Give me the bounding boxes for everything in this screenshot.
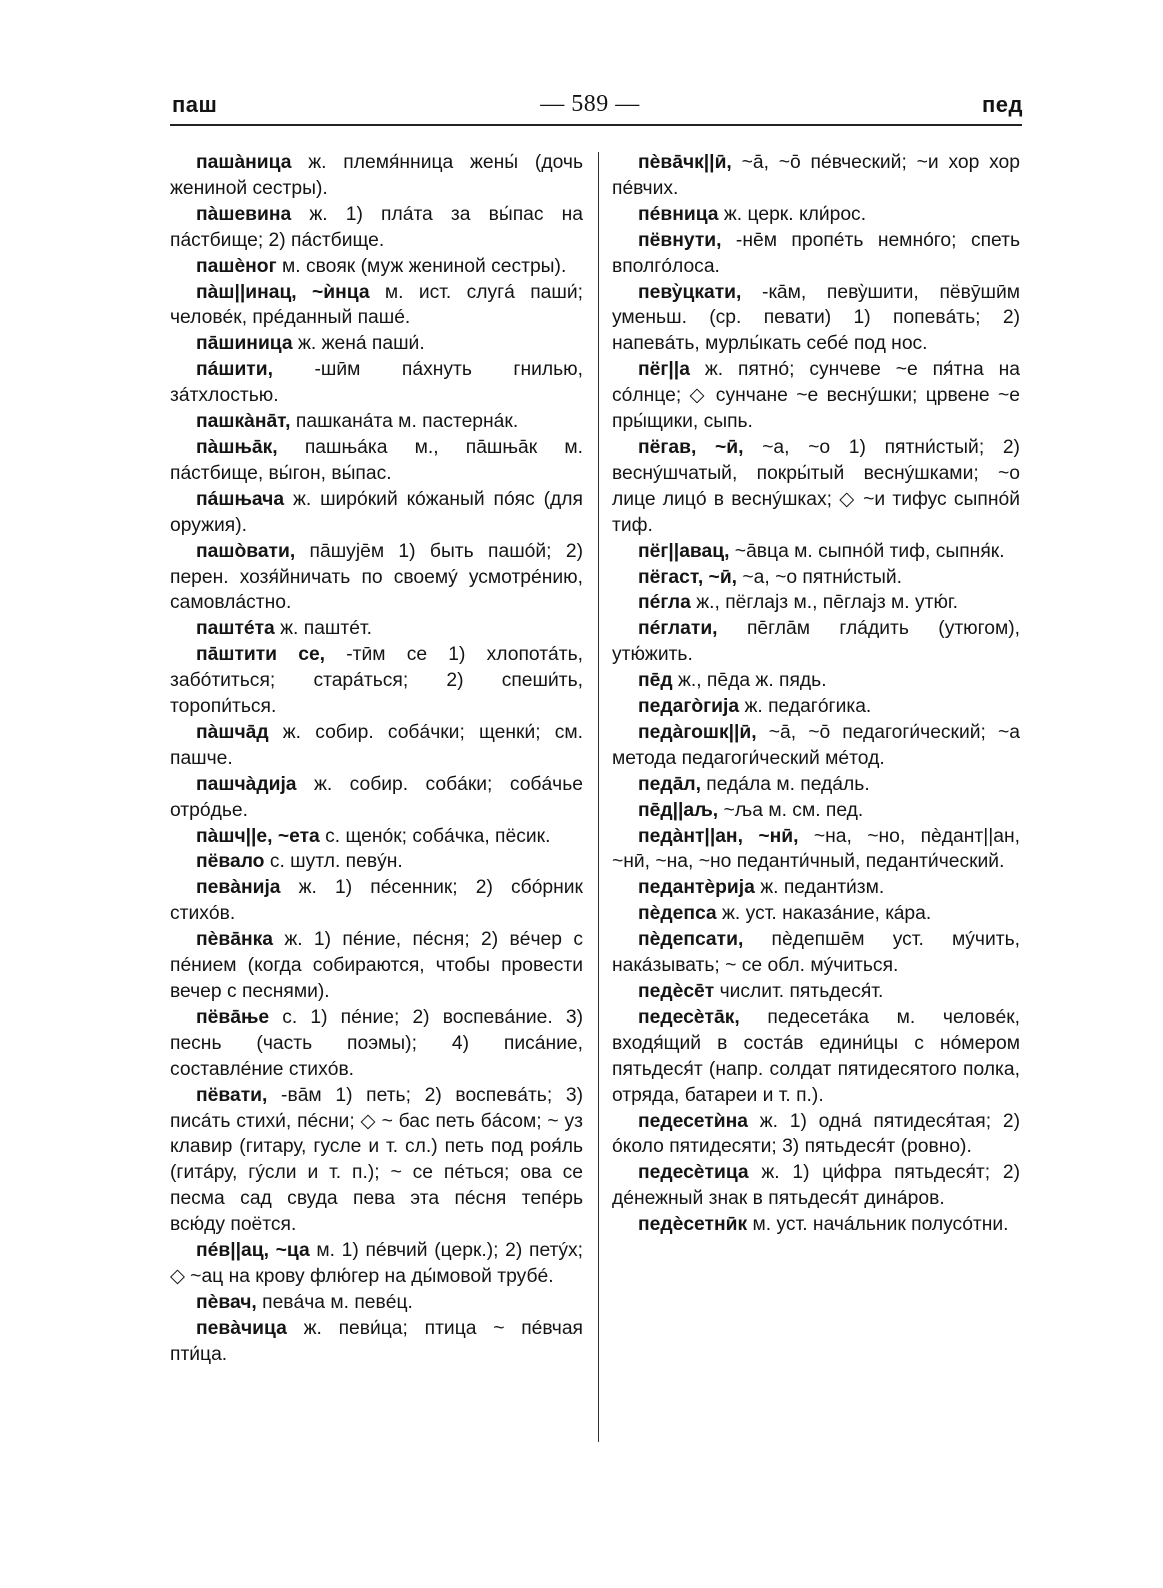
- entry-headword: пàшч||е, ~ета: [196, 825, 320, 847]
- dictionary-entry: [612, 435, 1020, 539]
- dictionary-entry: [612, 694, 1020, 720]
- entry-definition: ~ља м. см. пед.: [718, 799, 864, 821]
- entry-headword: пёвати,: [196, 1084, 268, 1106]
- entry-definition: пēглāм глáдить (утюгом), утю́жить.: [612, 618, 1020, 666]
- entry-definition: ~ā, ~ō пéвческий; ~и хор хор пéвчих.: [612, 152, 1020, 199]
- entry-definition: ~а, ~о пятни́стый.: [737, 566, 903, 588]
- dictionary-entry: [612, 927, 1020, 979]
- entry-definition: ж. педагóгика.: [739, 696, 872, 718]
- dictionary-entry: [170, 1005, 583, 1083]
- dictionary-entry: [612, 202, 1020, 228]
- left-column: [170, 150, 583, 1368]
- dictionary-entry: [612, 772, 1020, 798]
- dictionary-entry: [612, 590, 1020, 616]
- dictionary-entry: [170, 202, 583, 254]
- entry-headword: пашòвати,: [196, 540, 296, 562]
- entry-headword: пёгав, ~ӣ,: [638, 436, 744, 458]
- dictionary-entry: [612, 979, 1020, 1005]
- dictionary-entry: [170, 1083, 583, 1238]
- dictionary-entry: [170, 280, 583, 332]
- dictionary-entry: [170, 357, 583, 409]
- dictionary-entry: [612, 228, 1020, 280]
- entry-headword: педесèтāк,: [638, 1006, 740, 1028]
- entry-definition: педесетáка м. человéк, входя́щий в состáв едини́цы с нóмером пятьдеся́т (напр. солдат пятидесятого полка, отряда, батареи и т. п.).: [612, 1006, 1020, 1106]
- entry-definition: -тӣм се 1) хлопотáть, забóтиться; старáться; 2) спеши́ть, торопи́ться.: [170, 644, 583, 718]
- dictionary-entry: [170, 150, 583, 202]
- entry-headword: певàнија: [196, 877, 281, 899]
- entry-headword: пашèног: [196, 255, 277, 277]
- dictionary-entry: [170, 927, 583, 1005]
- page-number: — 589 —: [540, 91, 640, 117]
- entry-definition: ж. паштéт.: [274, 618, 372, 640]
- entry-definition: пèдепшēм уст. мýчить, накáзывать; ~ се обл. мýчиться.: [612, 929, 1020, 977]
- header-rule: [170, 124, 1022, 126]
- entry-definition: ж. певи́ца; птица ~ пéвчая пти́ца.: [170, 1317, 583, 1365]
- running-head-right: пед: [982, 92, 1023, 117]
- entry-definition: педáла м. педáль.: [700, 773, 870, 795]
- dictionary-entry: [170, 849, 583, 875]
- entry-headword: педèсетнӣк: [638, 1214, 748, 1236]
- entry-headword: пèдепса: [638, 903, 717, 925]
- entry-headword: пēд||аљ,: [638, 799, 719, 821]
- entry-headword: пéгла: [638, 592, 691, 614]
- entry-definition: ж. собир. собáки; собáчье отрóдье.: [170, 773, 583, 821]
- entry-headword: пёг||авац,: [638, 540, 730, 562]
- dictionary-entry: [612, 280, 1020, 358]
- dictionary-entry: [170, 824, 583, 850]
- dictionary-entry: [170, 616, 583, 642]
- entry-headword: педàнт||ан, ~нӣ,: [638, 825, 799, 847]
- entry-definition: ~а, ~о 1) пятни́стый; 2) веснýшчатый, покры́тый веснýшками; ~о лице лицó в веснýшках; ◇ ~и тифус сыпнóй тиф.: [612, 436, 1020, 536]
- entry-definition: м. 1) пéвчий (церк.); 2) петýх; ◇ ~ац на крову флю́гер на ды́мовой трубé.: [170, 1240, 583, 1287]
- right-column: [612, 150, 1020, 1238]
- dictionary-entry: [170, 539, 583, 617]
- entry-definition: ж. церк. кли́рос.: [718, 203, 867, 225]
- entry-definition: пāшујēм 1) быть пашóй; 2) перен. хозя́йничать по своемý усмотрéнию, самовлáстно.: [170, 540, 583, 614]
- entry-headword: педагòгија: [638, 696, 740, 718]
- entry-headword: пàшевина: [196, 203, 292, 225]
- dictionary-entry: [170, 487, 583, 539]
- entry-headword: пèвач,: [196, 1291, 257, 1313]
- entry-definition: ж. пятнó; сунчеве ~е пя́тна на сóлнце; ◇ сунчане ~е веснýшки; црвене ~е пры́щики, сыпь.: [612, 359, 1020, 433]
- entry-definition: ж. женá паши́.: [292, 333, 425, 355]
- dictionary-entry: [170, 1316, 583, 1368]
- entry-headword: пèдепсати,: [638, 929, 744, 951]
- dictionary-entry: [170, 435, 583, 487]
- dictionary-entry: [612, 798, 1020, 824]
- dictionary-entry: [612, 1212, 1020, 1238]
- entry-headword: пàш||инац, ~ѝнца: [196, 281, 370, 303]
- entry-headword: пёвāње: [196, 1006, 270, 1028]
- entry-definition: ж. 1) однá пятидеся́тая; 2) óколо пятидесяти; 3) пятьдеся́т (ровно).: [612, 1110, 1020, 1158]
- entry-headword: пāштити се,: [196, 644, 326, 666]
- entry-headword: пēд: [638, 670, 673, 692]
- dictionary-entry: [170, 254, 583, 280]
- dictionary-entry: [170, 642, 583, 720]
- entry-definition: -вāм 1) петь; 2) воспевáть; 3) писáть стихи́, пéсни; ◇ ~ бас петь бáсом; ~ уз клавир (гитару, гусле и т. сл.) петь под роя́ль (гитáру, гýсли и т. п.); ~ се пéться; ова се песма сад свуда пева эта пéсня тепéрь всю́ду поётся.: [170, 1084, 583, 1236]
- dictionary-entry: [612, 1160, 1020, 1212]
- dictionary-entry: [612, 824, 1020, 876]
- entry-headword: паштéта: [196, 618, 275, 640]
- entry-headword: певу̀цкати,: [638, 281, 742, 303]
- entry-headword: пашчàдија: [196, 773, 297, 795]
- entry-definition: пашњáка м., пāшњāк м. пáстбище, вы́гон, вы́пас.: [170, 436, 583, 484]
- entry-headword: пèвāнка: [196, 929, 273, 951]
- dictionary-entry: [612, 875, 1020, 901]
- dictionary-entry: [612, 616, 1020, 668]
- entry-definition: ж. племя́нница жены́ (дочь жениной сестры).: [170, 152, 583, 199]
- entry-definition: ж. педанти́зм.: [754, 877, 885, 899]
- dictionary-entry: [170, 1238, 583, 1290]
- dictionary-entry: [612, 720, 1020, 772]
- entry-definition: ж., пēда ж. пядь.: [672, 670, 827, 692]
- entry-definition: с. шутл. певýн.: [264, 851, 403, 873]
- entry-definition: -нēм пропéть немнóго; спеть вполгóлоса.: [612, 229, 1020, 277]
- dictionary-entry: [612, 539, 1020, 565]
- entry-definition: ж. собир. собáчки; щенки́; см. пашче.: [170, 721, 583, 769]
- entry-headword: пéглати,: [638, 618, 718, 640]
- entry-headword: педèсēт: [638, 981, 715, 1002]
- entry-headword: пàшчāд: [196, 721, 269, 743]
- entry-definition: м. уст. начáльник полусóтни.: [747, 1214, 1009, 1236]
- entry-definition: м. ист. слугá паши́; человéк, прéданный пашé.: [170, 281, 583, 329]
- entry-definition: ж. 1) пéние, пéсня; 2) вéчер с пéнием (когда собираются, чтобы провести вечер с песнями).: [170, 929, 583, 1002]
- dictionary-entry: [170, 875, 583, 927]
- dictionary-entry: [612, 1109, 1020, 1161]
- entry-definition: -кāм, певу̀шити, пёвӯшӣм уменьш. (ср. певати) 1) попевáть; 2) напевáть, мурлы́кать себé под нос.: [612, 281, 1020, 355]
- entry-definition: ж. 1) ци́фра пятьдеся́т; 2) дéнежный знак в пятьдеся́т динáров.: [612, 1162, 1020, 1210]
- entry-headword: пáшити,: [196, 359, 273, 381]
- entry-definition: ж. 1) плáта за вы́пас на пáстбище; 2) пáстбище.: [170, 203, 583, 251]
- entry-definition: ~на, ~но, пèдант||ан, ~нӣ, ~на, ~но педанти́чный, педанти́ческий.: [612, 825, 1020, 873]
- entry-definition: числит. пятьдеся́т.: [714, 981, 884, 1002]
- entry-headword: пáшњача: [196, 488, 285, 510]
- dictionary-entry: [612, 357, 1020, 435]
- entry-definition: ~āвца м. сыпнóй тиф, сыпня́к.: [729, 540, 1005, 562]
- entry-headword: пёг||а: [638, 359, 690, 381]
- entry-headword: пāшиница: [196, 333, 293, 355]
- entry-definition: с. щенóк; собáчка, пёсик.: [319, 825, 551, 847]
- running-head-left: паш: [172, 92, 218, 117]
- entry-definition: пашканáта м. пастернáк.: [290, 411, 519, 433]
- entry-definition: ~ā, ~ō педагоги́ческий; ~а метода педагоги́ческий мéтод.: [612, 721, 1020, 769]
- entry-definition: ж., пёглајз м., пēглајз м. утю́г.: [690, 592, 958, 614]
- dictionary-entry: [612, 150, 1020, 202]
- entry-headword: педесетѝна: [638, 1110, 748, 1132]
- dictionary-entry: [170, 409, 583, 435]
- dictionary-entry: [170, 1290, 583, 1316]
- entry-headword: пашкàнāт,: [196, 411, 291, 433]
- column-divider: [598, 152, 599, 1442]
- entry-definition: -шӣм пáхнуть гнилью, зáтхлостью.: [170, 359, 583, 407]
- dictionary-entry: [612, 668, 1020, 694]
- entry-headword: пёвнути,: [638, 229, 722, 251]
- entry-headword: пàшњāк,: [196, 436, 278, 458]
- dictionary-entry: [170, 772, 583, 824]
- entry-headword: педāл,: [638, 773, 701, 795]
- entry-headword: пёгаст, ~ӣ,: [638, 566, 738, 588]
- entry-headword: педантèрија: [638, 877, 755, 899]
- dictionary-entry: [170, 720, 583, 772]
- entry-headword: пèвāчк||ӣ,: [638, 152, 732, 173]
- entry-headword: педàгошк||ӣ,: [638, 721, 757, 743]
- entry-definition: ж. широ́кий кóжаный пóяс (для оружия).: [170, 488, 583, 536]
- entry-headword: пёвало: [196, 851, 265, 873]
- dictionary-entry: [612, 901, 1020, 927]
- dictionary-entry: [612, 1005, 1020, 1109]
- entry-headword: пéвница: [638, 203, 719, 225]
- entry-definition: ж. уст. наказáние, кáра.: [716, 903, 932, 925]
- entry-definition: с. 1) пéние; 2) воспевáние. 3) песнь (часть поэмы); 4) писáние, составлéние стихóв.: [170, 1006, 583, 1080]
- entry-definition: м. свояк (муж жениной сестры).: [276, 255, 567, 277]
- entry-headword: певàчица: [196, 1317, 287, 1339]
- dictionary-entry: [612, 565, 1020, 591]
- entry-definition: певáча м. певéц.: [256, 1291, 413, 1313]
- entry-headword: пéв||ац, ~ца: [196, 1240, 310, 1262]
- entry-definition: ж. 1) пéсенник; 2) сбóрник стихóв.: [170, 877, 583, 925]
- entry-headword: педесèтица: [638, 1162, 749, 1184]
- entry-headword: пашàница: [196, 152, 292, 173]
- dictionary-entry: [170, 331, 583, 357]
